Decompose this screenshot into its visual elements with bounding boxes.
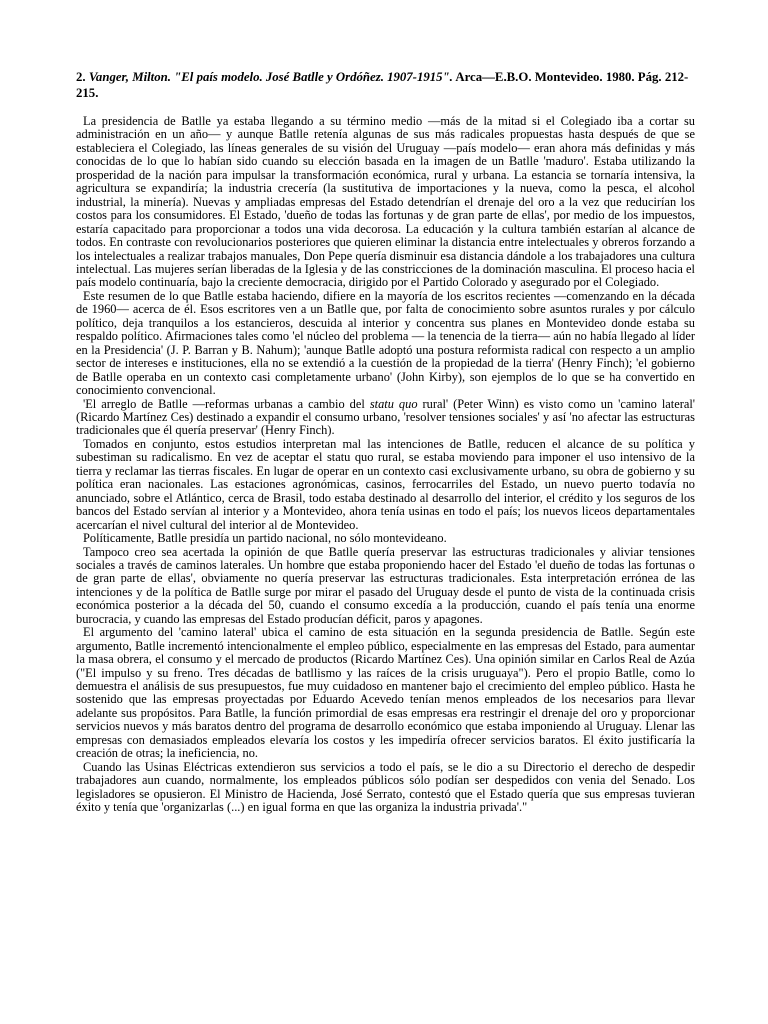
paragraph-6: Tampoco creo sea acertada la opinión de que Batlle quería preservar las estructuras tradicionales y aliviar tensiones sociales a través de caminos laterales. Un hombre que estaba proponiendo hacer del Estado 'el dueño de todas las fortunas o de gran parte de ellas', obviamente no quería preservar las estructuras tradicionales. Esta interpretación errónea de las intenciones y de la política de Batlle surge por mirar el pasado del Uruguay desde el punto de vista de la continuada crisis económica posterior a la década del 50, cuando el consumo excedía a la producción, cuando el país tenía una enorme burocracia, y cuando las empresas del Estado producían déficit, paros y apagones. [76, 544, 695, 626]
paragraph-3-italic: statu quo [369, 396, 418, 411]
paragraph-1: La presidencia de Batlle ya estaba llegando a su término medio —más de la mitad si el Colegiado iba a cortar su administración en un año— y aunque Batlle retenía algunas de sus más radicales propuestas hasta después de que se estableciera el Colegiado, las líneas generales de su visión del Uruguay —país modelo— eran ahora más definidas y más conocidas de lo que lo habían sido cuando su elección basada en la imagen de un Batlle 'maduro'. Estaba utilizando la prosperidad de la nación para impulsar la transformación económica, rural y urbana. La estancia se tornaría intensiva, la agricultura se expandiría; la industria crecería (la sustitutiva de importaciones y la nueva, como la pesca, el alcohol industrial, la minería). Nuevas y ampliadas empresas del Estado detendrían el drenaje del oro a la vez que reducirían los costos para los consumidores. El Estado, 'dueño de todas las fortunas y de gran parte de ellas', por medio de los impuestos, estaría capacitado para proporcionar a todos una vida decorosa. La educación y la cultura también estarían al alcance de todos. En contraste con revolucionarios posteriores que quieren eliminar la distancia entre intelectuales y obreros forzando a los intelectuales a realizar trabajos manuales, Don Pepe quería disminuir esa distancia dándole a los trabajadores una cultura intelectual. Las mujeres serían liberadas de la Iglesia y de las constricciones de la dominación masculina. El proceso hacia el país modelo continuaría, bajo la creciente democracia, dirigido por el Partido Colorado y asegurado por el Colegiado. [76, 114, 695, 290]
paragraph-3-pre: 'El arreglo de Batlle —reformas urbanas a cambio del [83, 396, 370, 411]
citation-publisher: Arca—E.B.O. Montevideo. 1980. Pág. 212-215. [76, 70, 689, 100]
paragraph-3 [76, 398, 695, 438]
paragraph-5: Políticamente, Batlle presidía un partido nacional, no sólo montevideano. [83, 531, 447, 546]
citation-author: Vanger, Milton. [88, 70, 171, 84]
paragraph-7: El argumento del 'camino lateral' ubica el camino de esta situación en la segunda presidencia de Batlle. Según este argumento, Batlle incrementó intencionalmente el empleo público, especialmente en las empresas del Estado, para aumentar la masa obrera, el consumo y el mercado de productos (Ricardo Martínez Ces). Una opinión similar en Carlos Real de Azúa ("El impulso y su freno. Tres décadas de batllismo y las raíces de la crisis uruguaya"). Pero el propio Batlle, como lo demuestra el análisis de sus presupuestos, fue muy cuidadoso en mantener bajo el crecimiento del empleo público. Hasta he sostenido que las empresas proyectadas por Eduardo Acevedo tenían menos empleados de los necesarios para llevar adelante sus propósitos. Para Batlle, la función primordial de esas empresas era restringir el drenaje del oro y proporcionar servicios nuevos y más baratos dentro del programa de desarrollo económico que estaba imponiendo al Uruguay. Llenar las empresas con demasiados empleados elevaría los costos y les impediría ofrecer servicios baratos. El éxito justificaría la creación de otras; la ineficiencia, no. [76, 625, 695, 761]
citation-number: 2. [76, 70, 86, 84]
citation-heading [76, 70, 695, 101]
paragraph-3-post: rural' (Peter Winn) es visto como un 'camino lateral' (Ricardo Martínez Ces) destinado a expandir el consumo urbano, 'resolver tensiones sociales' y así 'no afectar las estructuras tradicionales que él quería preservar' (Henry Finch). [76, 396, 696, 438]
citation-title: "El país modelo. José Batlle y Ordóñez. 1907-1915". [174, 70, 453, 84]
paragraph-2: Este resumen de lo que Batlle estaba haciendo, difiere en la mayoría de los escritos recientes —comenzando en la década de 1960— acerca de él. Esos escritores ven a un Batlle que, por falta de conocimiento sobre asuntos rurales y por cálculo político, deja tranquilos a los estancieros, descuida al interior y concentra sus planes en Montevideo donde estaba su respaldo político. Afirmaciones tales como 'el núcleo del problema — la tenencia de la tierra— aún no había llegado al líder en la Presidencia' (J. P. Barran y B. Nahum); 'aunque Batlle adoptó una postura reformista radical con respecto a un amplio sector de intereses e instituciones, ella no se extendió a la cuestión de la propiedad de la tierra' (Henry Finch); 'el gobierno de Batlle operaba en un contexto casi completamente urbano' (John Kirby), son ejemplos de lo que se ha convertido en conocimiento convencional. [76, 288, 695, 398]
document-page [76, 70, 695, 815]
paragraph-4: Tomados en conjunto, estos estudios interpretan mal las intenciones de Batlle, reducen el alcance de su política y subestiman su radicalismo. En vez de aceptar el statu quo rural, se estaba moviendo para imponer el uso intensivo de la tierra y reclamar las tierras fiscales. En lugar de operar en un contexto casi exclusivamente urbano, su obra de gobierno y su política eran nacionales. Las estaciones agronómicas, casinos, ferrocarriles del Estado, un nuevo puerto todavía no anunciado, sobre el Atlántico, cerca de Brasil, todo estaba destinado al desarrollo del interior, el crédito y los seguros de los bancos del Estado servían al interior y a Montevideo, ahora tenía usinas en todo el país; los nuevos liceos departamentales acercarían el nivel cultural del interior al de Montevideo. [76, 436, 695, 532]
paragraph-8: Cuando las Usinas Eléctricas extendieron sus servicios a todo el país, se le dio a su Directorio el derecho de despedir trabajadores aun cuando, normalmente, los empleados públicos sólo podían ser despedidos con venia del Senado. Los legisladores se opusieron. El Ministro de Hacienda, José Serrato, contestó que el Estado quería que sus empresas tuvieran éxito y tenía que 'organizarlas (...) en igual forma en que las organiza la industria privada'." [76, 759, 695, 815]
